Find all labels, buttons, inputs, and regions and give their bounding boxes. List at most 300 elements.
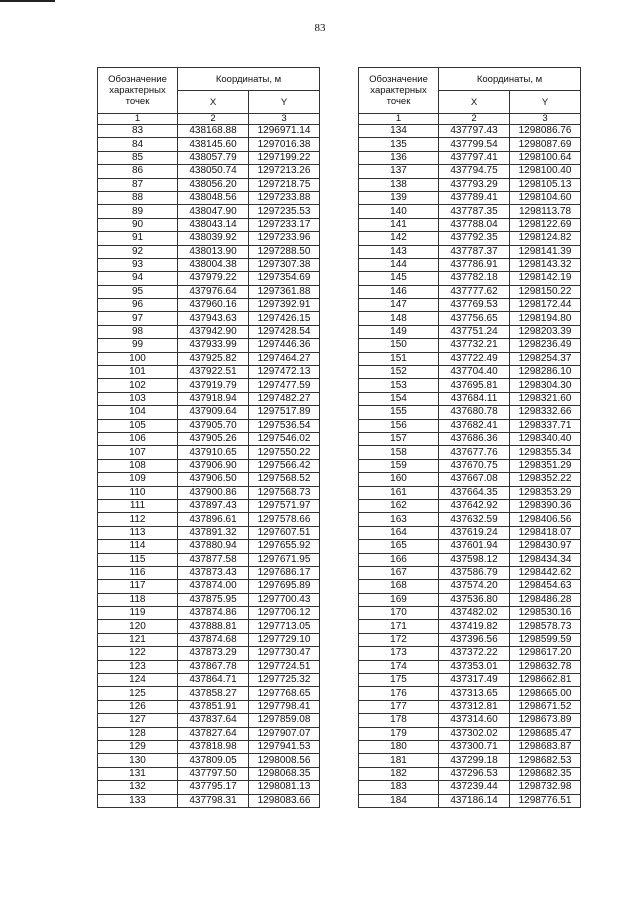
coord-x: 437979.22	[178, 272, 249, 285]
point-id: 86	[98, 165, 178, 178]
table-row	[359, 352, 581, 365]
coord-x: 437960.16	[178, 299, 249, 312]
point-id: 107	[98, 446, 178, 459]
point-id: 93	[98, 258, 178, 271]
table-row	[359, 513, 581, 526]
coord-x: 437312.81	[439, 700, 510, 713]
coord-y: 1298100.64	[510, 151, 581, 164]
coord-x: 437300.71	[439, 740, 510, 753]
point-id: 105	[98, 419, 178, 432]
table-row	[359, 781, 581, 794]
table-row	[359, 138, 581, 151]
coord-x: 437976.64	[178, 285, 249, 298]
coord-x: 437799.54	[439, 138, 510, 151]
coord-y: 1297550.22	[249, 446, 320, 459]
coord-x: 437296.53	[439, 767, 510, 780]
coord-x: 437851.91	[178, 700, 249, 713]
coord-x: 437372.22	[439, 647, 510, 660]
point-id: 139	[359, 191, 439, 204]
point-id: 147	[359, 299, 439, 312]
table-row	[359, 580, 581, 593]
coord-x: 437880.94	[178, 540, 249, 553]
coord-x: 438004.38	[178, 258, 249, 271]
table-row	[359, 647, 581, 660]
point-id: 165	[359, 540, 439, 553]
point-id: 149	[359, 325, 439, 338]
coord-y: 1298665.00	[510, 687, 581, 700]
coord-y: 1297798.41	[249, 700, 320, 713]
coord-y: 1298172.44	[510, 299, 581, 312]
table-row	[98, 687, 320, 700]
table-row	[98, 258, 320, 271]
table-row	[98, 299, 320, 312]
coord-x: 437837.64	[178, 714, 249, 727]
point-id: 128	[98, 727, 178, 740]
coord-x: 437317.49	[439, 674, 510, 687]
table-row	[98, 633, 320, 646]
point-id: 108	[98, 459, 178, 472]
coord-x: 437896.61	[178, 513, 249, 526]
coord-y: 1298122.69	[510, 218, 581, 231]
point-id: 179	[359, 727, 439, 740]
table-row	[98, 486, 320, 499]
point-id: 116	[98, 566, 178, 579]
table-row	[359, 312, 581, 325]
table-row	[98, 272, 320, 285]
page-number: 83	[314, 22, 326, 34]
coord-y: 1297392.91	[249, 299, 320, 312]
point-id: 161	[359, 486, 439, 499]
table-row	[98, 285, 320, 298]
table-row	[359, 165, 581, 178]
coord-x: 437686.36	[439, 432, 510, 445]
table-row	[359, 794, 581, 807]
coord-y: 1297725.32	[249, 674, 320, 687]
coord-y: 1298683.87	[510, 740, 581, 753]
header-y: Y	[249, 91, 320, 114]
coord-y: 1298083.66	[249, 794, 320, 807]
coord-x: 437642.92	[439, 499, 510, 512]
point-id: 153	[359, 379, 439, 392]
table-row	[98, 513, 320, 526]
table-row	[98, 754, 320, 767]
point-id: 124	[98, 674, 178, 687]
table-row	[98, 674, 320, 687]
coord-x: 437751.24	[439, 325, 510, 338]
table-row	[98, 580, 320, 593]
point-id: 129	[98, 740, 178, 753]
point-id: 131	[98, 767, 178, 780]
header-designation: Обозначение характерных точек	[359, 68, 439, 114]
point-id: 84	[98, 138, 178, 151]
coord-x: 437732.21	[439, 339, 510, 352]
point-id: 162	[359, 499, 439, 512]
coord-y: 1298685.47	[510, 727, 581, 740]
point-id: 177	[359, 700, 439, 713]
point-id: 166	[359, 553, 439, 566]
table-row	[98, 714, 320, 727]
coord-x: 437787.35	[439, 205, 510, 218]
coord-y: 1297016.38	[249, 138, 320, 151]
coord-x: 437864.71	[178, 674, 249, 687]
coord-y: 1297477.59	[249, 379, 320, 392]
coord-y: 1297568.73	[249, 486, 320, 499]
coord-y: 1297578.66	[249, 513, 320, 526]
table-row	[98, 138, 320, 151]
coord-y: 1298632.78	[510, 660, 581, 673]
coord-y: 1298340.40	[510, 432, 581, 445]
table-row	[359, 499, 581, 512]
point-id: 132	[98, 781, 178, 794]
coord-x: 437704.40	[439, 366, 510, 379]
coord-y: 1297235.53	[249, 205, 320, 218]
point-id: 112	[98, 513, 178, 526]
header-coordinates: Координаты, м	[178, 68, 320, 91]
coord-y: 1298236.49	[510, 339, 581, 352]
coord-y: 1297695.89	[249, 580, 320, 593]
table-row	[98, 526, 320, 539]
coord-x: 437722.49	[439, 352, 510, 365]
coord-x: 437925.82	[178, 352, 249, 365]
coord-x: 437858.27	[178, 687, 249, 700]
header-x: X	[439, 91, 510, 114]
table-row	[359, 740, 581, 753]
point-id: 140	[359, 205, 439, 218]
coord-y: 1298355.34	[510, 446, 581, 459]
header-col-3: 3	[510, 114, 581, 125]
header-col-1: 1	[98, 114, 178, 125]
coordinates-table-left	[97, 67, 320, 808]
coord-x: 437891.32	[178, 526, 249, 539]
table-row	[359, 767, 581, 780]
header-col-2: 2	[439, 114, 510, 125]
point-id: 114	[98, 540, 178, 553]
table-row	[359, 660, 581, 673]
coord-y: 1298286.10	[510, 366, 581, 379]
coord-x: 437900.86	[178, 486, 249, 499]
table-row	[359, 191, 581, 204]
point-id: 157	[359, 432, 439, 445]
coord-x: 437782.18	[439, 272, 510, 285]
coord-y: 1298662.81	[510, 674, 581, 687]
coord-x: 437943.63	[178, 312, 249, 325]
table-row	[98, 473, 320, 486]
point-id: 174	[359, 660, 439, 673]
point-id: 156	[359, 419, 439, 432]
point-id: 97	[98, 312, 178, 325]
coord-x: 437874.00	[178, 580, 249, 593]
table-row	[359, 178, 581, 191]
coord-y: 1298682.53	[510, 754, 581, 767]
point-id: 170	[359, 607, 439, 620]
point-id: 87	[98, 178, 178, 191]
table-row	[359, 339, 581, 352]
coord-y: 1297859.08	[249, 714, 320, 727]
coord-x: 437793.29	[439, 178, 510, 191]
point-id: 164	[359, 526, 439, 539]
table-row	[98, 727, 320, 740]
coord-y: 1297546.02	[249, 432, 320, 445]
coord-x: 437797.43	[439, 125, 510, 138]
coord-x: 437922.51	[178, 366, 249, 379]
point-id: 118	[98, 593, 178, 606]
coord-x: 437897.43	[178, 499, 249, 512]
point-id: 142	[359, 232, 439, 245]
point-id: 136	[359, 151, 439, 164]
coord-x: 437867.78	[178, 660, 249, 673]
table-row	[98, 366, 320, 379]
coord-x: 437299.18	[439, 754, 510, 767]
coord-y: 1298406.56	[510, 513, 581, 526]
table-row	[359, 633, 581, 646]
coord-x: 437874.86	[178, 607, 249, 620]
coord-x: 437905.26	[178, 432, 249, 445]
table-row	[98, 593, 320, 606]
coord-y: 1298150.22	[510, 285, 581, 298]
header-x: X	[178, 91, 249, 114]
table-row	[98, 379, 320, 392]
coord-y: 1297907.07	[249, 727, 320, 740]
point-id: 88	[98, 191, 178, 204]
coord-y: 1297713.05	[249, 620, 320, 633]
table-row	[98, 660, 320, 673]
point-id: 176	[359, 687, 439, 700]
table-row	[98, 553, 320, 566]
coord-y: 1298599.59	[510, 633, 581, 646]
coord-x: 437787.37	[439, 245, 510, 258]
table-row	[98, 392, 320, 405]
point-id: 83	[98, 125, 178, 138]
coord-x: 437777.62	[439, 285, 510, 298]
coord-x: 437933.99	[178, 339, 249, 352]
point-id: 135	[359, 138, 439, 151]
coord-y: 1297607.51	[249, 526, 320, 539]
coord-x: 437909.64	[178, 406, 249, 419]
coord-y: 1297700.43	[249, 593, 320, 606]
coord-y: 1297571.97	[249, 499, 320, 512]
point-id: 130	[98, 754, 178, 767]
coord-y: 1298141.39	[510, 245, 581, 258]
coordinates-table-right	[358, 67, 581, 808]
coord-y: 1298332.66	[510, 406, 581, 419]
coord-x: 438047.90	[178, 205, 249, 218]
point-id: 121	[98, 633, 178, 646]
coord-y: 1297307.38	[249, 258, 320, 271]
coord-x: 437239.44	[439, 781, 510, 794]
coord-y: 1298124.82	[510, 232, 581, 245]
coord-y: 1297671.95	[249, 553, 320, 566]
coord-x: 437670.75	[439, 459, 510, 472]
coord-y: 1298304.30	[510, 379, 581, 392]
table-row	[98, 218, 320, 231]
coord-y: 1298434.34	[510, 553, 581, 566]
point-id: 113	[98, 526, 178, 539]
coord-y: 1298203.39	[510, 325, 581, 338]
point-id: 163	[359, 513, 439, 526]
table-row	[359, 151, 581, 164]
point-id: 143	[359, 245, 439, 258]
point-id: 95	[98, 285, 178, 298]
coord-y: 1298732.98	[510, 781, 581, 794]
point-id: 138	[359, 178, 439, 191]
table-row	[359, 218, 581, 231]
table-row	[359, 379, 581, 392]
coord-y: 1297686.17	[249, 566, 320, 579]
coord-x: 437792.35	[439, 232, 510, 245]
point-id: 168	[359, 580, 439, 593]
point-id: 120	[98, 620, 178, 633]
coord-x: 437536.80	[439, 593, 510, 606]
coord-y: 1298100.40	[510, 165, 581, 178]
point-id: 151	[359, 352, 439, 365]
table-row	[359, 714, 581, 727]
coord-x: 437786.91	[439, 258, 510, 271]
coord-x: 438013.90	[178, 245, 249, 258]
coord-y: 1297361.88	[249, 285, 320, 298]
point-id: 167	[359, 566, 439, 579]
table-row	[359, 406, 581, 419]
point-id: 160	[359, 473, 439, 486]
coord-y: 1297566.42	[249, 459, 320, 472]
coord-x: 437919.79	[178, 379, 249, 392]
coord-y: 1297472.13	[249, 366, 320, 379]
point-id: 133	[98, 794, 178, 807]
point-id: 111	[98, 499, 178, 512]
table-row	[98, 191, 320, 204]
table-row	[359, 593, 581, 606]
coord-x: 438039.92	[178, 232, 249, 245]
table-row	[98, 352, 320, 365]
point-id: 175	[359, 674, 439, 687]
point-id: 85	[98, 151, 178, 164]
table-row	[98, 245, 320, 258]
coord-y: 1298530.16	[510, 607, 581, 620]
table-row	[359, 232, 581, 245]
table-row	[98, 312, 320, 325]
coord-y: 1297233.88	[249, 191, 320, 204]
table-row	[359, 285, 581, 298]
point-id: 100	[98, 352, 178, 365]
point-id: 98	[98, 325, 178, 338]
coord-x: 437680.78	[439, 406, 510, 419]
coord-y: 1297568.52	[249, 473, 320, 486]
point-id: 152	[359, 366, 439, 379]
table-row	[98, 419, 320, 432]
coord-y: 1298352.22	[510, 473, 581, 486]
table-row	[98, 339, 320, 352]
point-id: 99	[98, 339, 178, 352]
coord-y: 1298351.29	[510, 459, 581, 472]
header-coordinates: Координаты, м	[439, 68, 581, 91]
coord-x: 437905.70	[178, 419, 249, 432]
table-row	[98, 125, 320, 138]
coord-y: 1298418.07	[510, 526, 581, 539]
header-col-2: 2	[178, 114, 249, 125]
coord-y: 1297426.15	[249, 312, 320, 325]
coord-x: 437314.60	[439, 714, 510, 727]
coord-x: 437873.29	[178, 647, 249, 660]
table-body-right	[359, 125, 581, 808]
point-id: 90	[98, 218, 178, 231]
coord-x: 437910.65	[178, 446, 249, 459]
point-id: 158	[359, 446, 439, 459]
coord-x: 437353.01	[439, 660, 510, 673]
coord-y: 1297706.12	[249, 607, 320, 620]
coord-y: 1298194.80	[510, 312, 581, 325]
coord-y: 1298353.29	[510, 486, 581, 499]
point-id: 104	[98, 406, 178, 419]
coord-x: 437482.02	[439, 607, 510, 620]
point-id: 117	[98, 580, 178, 593]
point-id: 92	[98, 245, 178, 258]
coord-y: 1297218.75	[249, 178, 320, 191]
table-row	[98, 767, 320, 780]
point-id: 103	[98, 392, 178, 405]
table-row	[359, 486, 581, 499]
coord-x: 438056.20	[178, 178, 249, 191]
coord-y: 1297233.96	[249, 232, 320, 245]
coord-x: 437574.20	[439, 580, 510, 593]
header-col-1: 1	[359, 114, 439, 125]
coord-x: 437875.95	[178, 593, 249, 606]
table-row	[98, 607, 320, 620]
point-id: 109	[98, 473, 178, 486]
table-row	[359, 674, 581, 687]
coord-x: 437632.59	[439, 513, 510, 526]
coord-y: 1298486.28	[510, 593, 581, 606]
coord-x: 437809.05	[178, 754, 249, 767]
coord-x: 437906.50	[178, 473, 249, 486]
coord-y: 1297730.47	[249, 647, 320, 660]
coord-x: 437598.12	[439, 553, 510, 566]
table-row	[359, 566, 581, 579]
point-id: 159	[359, 459, 439, 472]
coord-x: 437419.82	[439, 620, 510, 633]
coord-y: 1298390.36	[510, 499, 581, 512]
coord-y: 1298113.78	[510, 205, 581, 218]
coord-x: 437313.65	[439, 687, 510, 700]
table-row	[98, 406, 320, 419]
table-row	[359, 258, 581, 271]
coord-y: 1297199.22	[249, 151, 320, 164]
coord-y: 1298142.19	[510, 272, 581, 285]
coord-x: 437918.94	[178, 392, 249, 405]
table-row	[98, 432, 320, 445]
point-id: 144	[359, 258, 439, 271]
table-row	[359, 540, 581, 553]
coord-x: 437186.14	[439, 794, 510, 807]
table-row	[359, 754, 581, 767]
point-id: 180	[359, 740, 439, 753]
coord-y: 1298081.13	[249, 781, 320, 794]
point-id: 96	[98, 299, 178, 312]
table-row	[359, 607, 581, 620]
point-id: 184	[359, 794, 439, 807]
coord-y: 1298671.52	[510, 700, 581, 713]
table-row	[98, 540, 320, 553]
coord-y: 1298673.89	[510, 714, 581, 727]
coord-x: 437797.41	[439, 151, 510, 164]
point-id: 110	[98, 486, 178, 499]
coord-x: 437601.94	[439, 540, 510, 553]
header-designation: Обозначение характерных точек	[98, 68, 178, 114]
table-row	[359, 272, 581, 285]
table-row	[98, 178, 320, 191]
point-id: 127	[98, 714, 178, 727]
coord-y: 1298321.60	[510, 392, 581, 405]
coord-x: 437619.24	[439, 526, 510, 539]
table-row	[98, 499, 320, 512]
